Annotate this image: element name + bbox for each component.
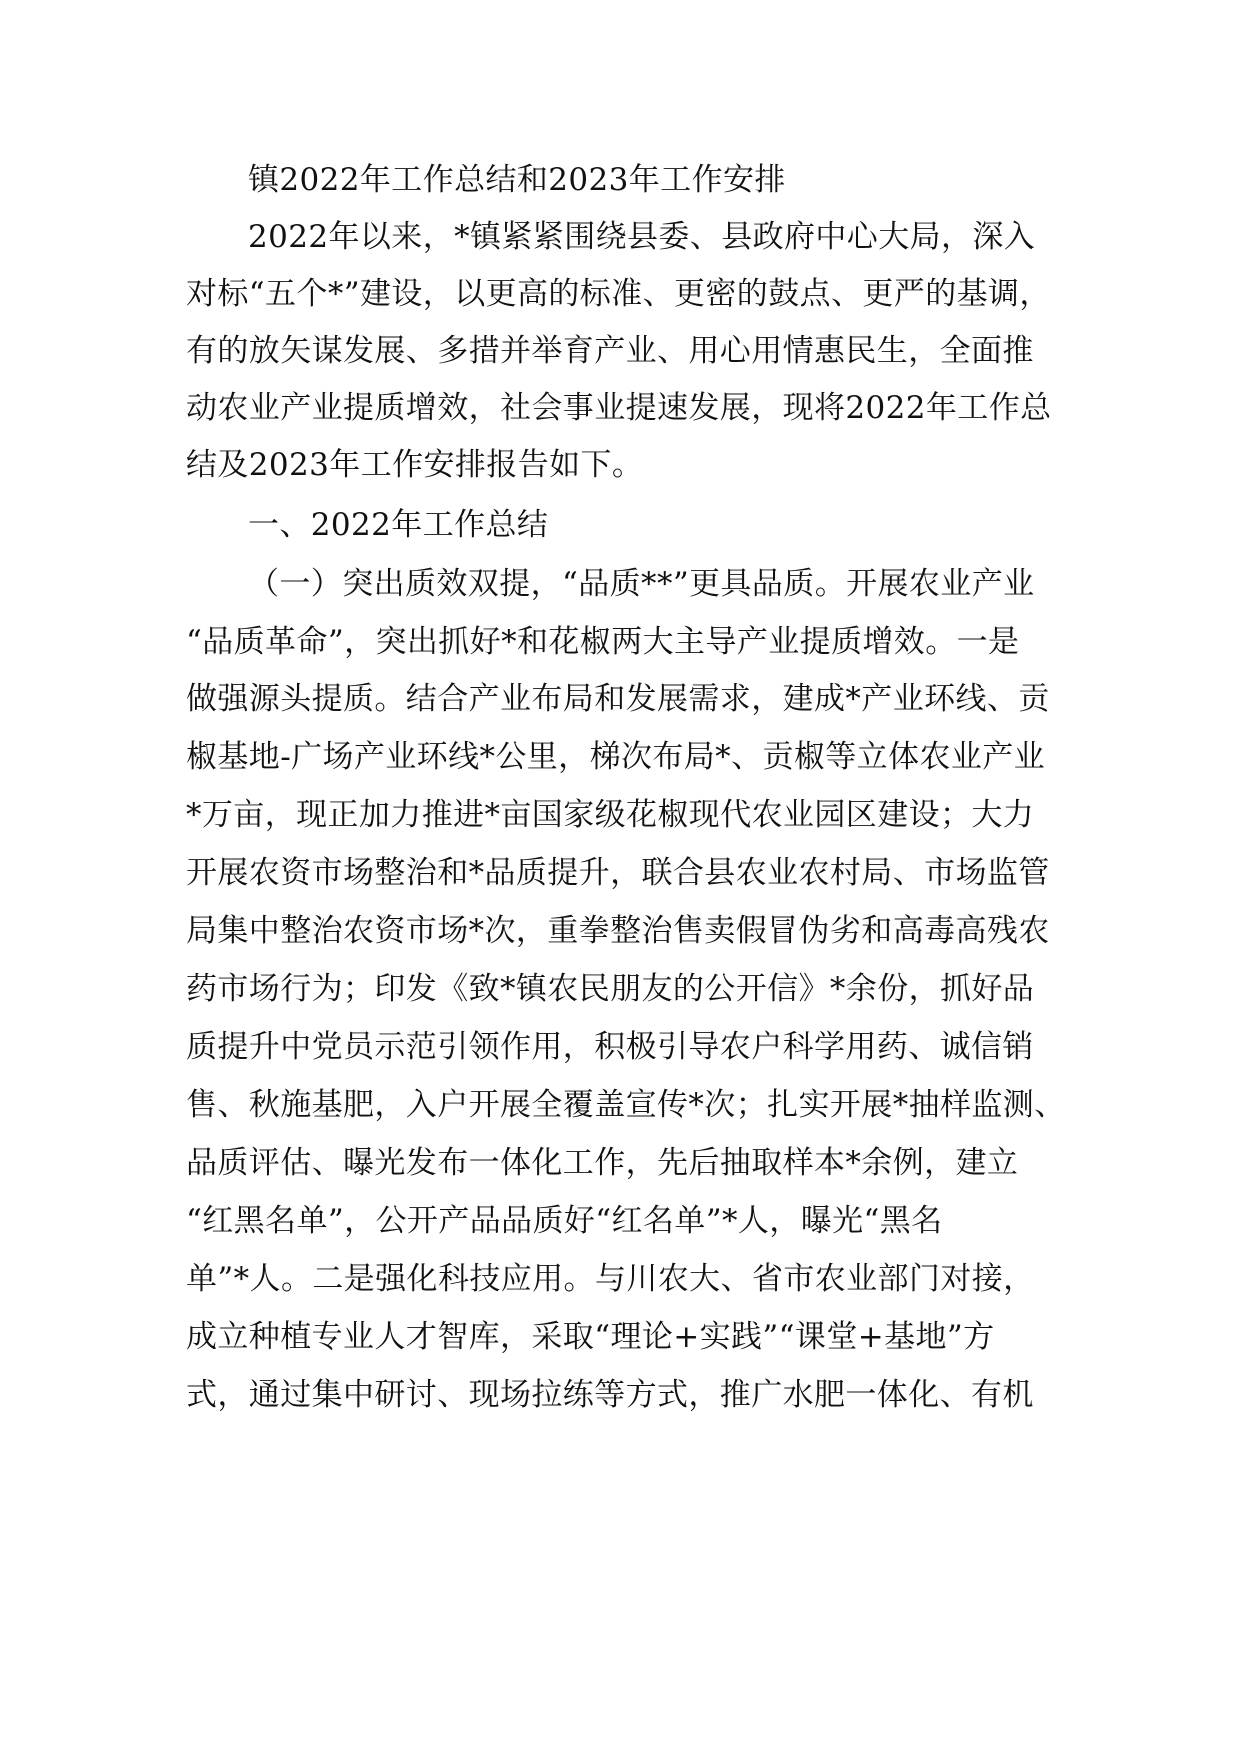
paragraph-line: 单”*人。二是强化科技应用。与川农大、省市农业部门对接， bbox=[186, 1261, 1035, 1297]
paragraph-line: 动农业产业提质增效，社会事业提速发展，现将2022年工作总 bbox=[186, 390, 1052, 426]
paragraph-line: *万亩，现正加力推进*亩国家级花椒现代农业园区建设；大力 bbox=[186, 797, 1035, 833]
paragraph-line: 成立种植专业人才智库，采取“理论+实践”“课堂+基地”方 bbox=[186, 1319, 995, 1355]
paragraph-line: “红黑名单”，公开产品品质好“红名单”*人，曝光“黑名 bbox=[186, 1203, 943, 1239]
paragraph-line: 结及2023年工作安排报告如下。 bbox=[186, 447, 644, 483]
paragraph-line: 局集中整治农资市场*次，重拳整治售卖假冒伪劣和高毒高残农 bbox=[186, 913, 1050, 949]
paragraph-line: 药市场行为；印发《致*镇农民朋友的公开信》*余份，抓好品 bbox=[186, 971, 1035, 1007]
paragraph-line: 质提升中党员示范引领作用，积极引导农户科学用药、诚信销 bbox=[186, 1029, 1034, 1065]
document-title: 镇2022年工作总结和2023年工作安排 bbox=[248, 162, 786, 198]
paragraph-line: 售、秋施基肥，入户开展全覆盖宣传*次；扎实开展*抽样监测、 bbox=[186, 1087, 1066, 1123]
paragraph-line: 式，通过集中研讨、现场拉练等方式，推广水肥一体化、有机 bbox=[186, 1377, 1034, 1413]
subsection-heading-line: （一）突出质效双提，“品质**”更具品质。开展农业产业 bbox=[248, 566, 1035, 602]
section-heading: 一、2022年工作总结 bbox=[248, 507, 549, 543]
paragraph-line: 对标“五个*”建设，以更高的标准、更密的鼓点、更严的基调， bbox=[186, 276, 1051, 312]
paragraph-line: 品质评估、曝光发布一体化工作，先后抽取样本*余例，建立 bbox=[186, 1145, 1019, 1181]
paragraph-line: 做强源头提质。结合产业布局和发展需求，建成*产业环线、贡 bbox=[186, 681, 1050, 717]
paragraph-line: 有的放矢谋发展、多措并举育产业、用心用情惠民生，全面推 bbox=[186, 333, 1034, 369]
paragraph-line: 椒基地-广场产业环线*公里，梯次布局*、贡椒等立体农业产业 bbox=[186, 739, 1046, 775]
paragraph-line: 2022年以来，*镇紧紧围绕县委、县政府中心大局，深入 bbox=[248, 219, 1036, 255]
paragraph-line: 开展农资市场整治和*品质提升，联合县农业农村局、市场监管 bbox=[186, 855, 1050, 891]
paragraph-line: “品质革命”，突出抓好*和花椒两大主导产业提质增效。一是 bbox=[186, 624, 1020, 660]
